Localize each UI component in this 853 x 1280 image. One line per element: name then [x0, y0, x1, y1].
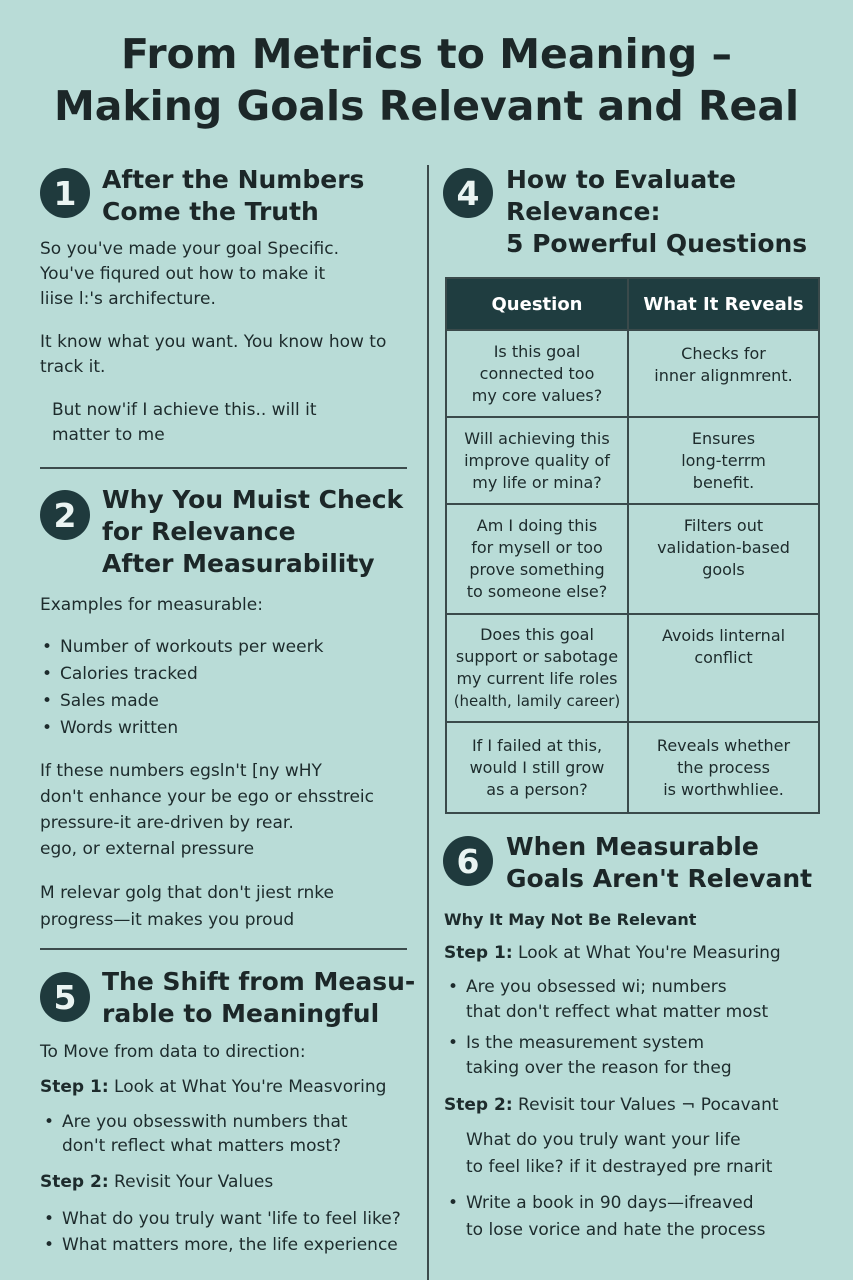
section-6-step-1	[444, 941, 781, 965]
section-6-title	[506, 831, 812, 895]
step-text: Revisit tour Values ¬ Pocavant	[512, 1095, 779, 1115]
section-5-step-1-bullets	[42, 1110, 348, 1158]
section-1-paragraph-1	[40, 237, 339, 312]
list-item	[446, 975, 768, 1025]
cell-line: is worthwhliee.	[663, 779, 784, 799]
section-5-title-line-2: rable to Meaningful	[102, 999, 380, 1028]
cell-line: my core values?	[471, 385, 603, 405]
title-line-2: Making Goals Relevant and Real	[53, 82, 800, 130]
text-line: progress—it makes you proud	[40, 910, 295, 930]
text-line: to feel like? if it destrayed pre rnarit	[466, 1157, 773, 1177]
cell-line: Will achieving this	[464, 428, 610, 448]
text-line: You've fiqured out how to make it	[40, 264, 326, 284]
cell-line: long-terrm	[681, 450, 766, 470]
section-6-step-2	[444, 1093, 779, 1117]
list-item: • What matters more, the life experience	[42, 1232, 401, 1258]
section-5-step-2-bullets	[42, 1206, 401, 1258]
cell-line: improve quality of	[464, 450, 610, 470]
text-line: If these numbers egsln't [ny wHY	[40, 761, 322, 781]
section-6-subheading: Why It May Not Be Relevant	[444, 910, 697, 929]
section-6-paragraph	[466, 1127, 772, 1181]
text-line: • Is the measurement system	[466, 1033, 705, 1053]
table-row	[446, 417, 819, 504]
cell-line: Is this goal	[493, 341, 581, 361]
reveals-cell	[628, 330, 819, 417]
text-line: liise l:'s archifecture.	[40, 289, 216, 309]
section-2-title	[102, 484, 403, 580]
cell-line: the process	[677, 757, 770, 777]
section-2-paragraph-1	[40, 758, 374, 862]
reveals-cell	[628, 417, 819, 504]
text-line: ego, or external pressure	[40, 839, 255, 859]
section-5-step-1	[40, 1075, 386, 1099]
relevance-questions-table	[445, 277, 820, 814]
section-1-paragraph-3	[52, 398, 317, 448]
list-item	[446, 1190, 765, 1244]
step-text: Look at What You're Measvoring	[108, 1077, 387, 1097]
list-item: • Words written	[40, 715, 323, 742]
section-2-title-line-2: for Relevance	[102, 517, 296, 546]
table-header-row	[446, 278, 819, 330]
text-line: • Are you obsessed wi; numbers	[466, 977, 727, 997]
cell-line: would I still grow	[469, 757, 605, 777]
examples-list	[40, 634, 323, 742]
cell-line: validation-based	[657, 538, 790, 557]
table-row	[446, 330, 819, 417]
text-line: don't enhance your be ego or ehsstreic	[40, 787, 375, 807]
cell-line: Ensures	[691, 428, 756, 448]
step-label: Step 2:	[444, 1095, 513, 1115]
cell-line: Reveals whether	[656, 735, 791, 755]
page-title	[0, 28, 853, 132]
text-line: matter to me	[52, 425, 165, 445]
header-what-it-reveals: What It Reveals	[628, 278, 819, 330]
cell-line: connected too	[479, 363, 595, 383]
cell-line: inner alignmrent.	[654, 366, 793, 385]
text-line: • Are you obsesswith numbers that	[62, 1112, 348, 1132]
section-6-title-line-1: When Measurable	[506, 832, 759, 861]
section-5-step-2	[40, 1170, 273, 1194]
section-6-title-line-2: Goals Aren't Relevant	[506, 864, 813, 893]
cell-line: benefit.	[692, 472, 755, 492]
examples-label: Examples for measurable:	[40, 595, 263, 615]
cell-line: support or sabotage	[455, 647, 619, 666]
text-line: that don't reffect what matter most	[466, 1002, 769, 1022]
reveals-cell	[628, 722, 819, 813]
list-item	[42, 1110, 348, 1158]
reveals-cell	[628, 504, 819, 614]
list-item: • Number of workouts per weerk	[40, 634, 323, 661]
text-line: M relevar golg that don't jiest rnke	[40, 883, 334, 903]
table-row	[446, 614, 819, 722]
text-line: don't reflect what matters most?	[62, 1136, 342, 1156]
step-label: Step 2:	[40, 1172, 109, 1192]
text-line: What do you truly want your life	[466, 1130, 741, 1150]
step-label: Step 1:	[40, 1077, 109, 1097]
section-2-title-line-1: Why You Muist Check	[102, 485, 404, 514]
section-1-paragraph-2	[40, 330, 386, 380]
text-line: • Write a book in 90 days—ifreaved	[466, 1193, 754, 1213]
section-5-title	[102, 966, 415, 1030]
section-4-title-line-2: Relevance:	[506, 197, 661, 226]
text-line: track it.	[40, 357, 106, 377]
cell-line: for mysell or too	[471, 538, 603, 557]
step-label: Step 1:	[444, 943, 513, 963]
list-item	[446, 1031, 768, 1081]
column-divider	[427, 165, 429, 1280]
list-item: • Sales made	[40, 688, 323, 715]
cell-line: Avoids linternal	[661, 626, 786, 645]
section-1-number-badge: 1	[40, 168, 90, 218]
cell-line: conflict	[694, 648, 753, 667]
cell-line: my life or mina?	[472, 472, 602, 492]
cell-line: Filters out	[683, 516, 764, 535]
cell-line: gools	[702, 560, 745, 579]
section-6-step-2-bullets	[446, 1190, 765, 1244]
section-2-paragraph-2	[40, 880, 334, 934]
text-line: But now'if I achieve this.. will it	[52, 400, 317, 420]
question-cell	[446, 330, 628, 417]
section-4-title-line-1: How to Evaluate	[506, 165, 737, 194]
cell-line: Does this goal	[480, 625, 594, 644]
text-line: So you've made your goal Specific.	[40, 239, 339, 259]
section-6-number-badge: 6	[443, 836, 493, 886]
list-item: • What do you truly want 'life to feel like?	[42, 1206, 401, 1232]
table-row	[446, 722, 819, 813]
question-cell	[446, 417, 628, 504]
section-1-title-line-2: Come the Truth	[102, 197, 319, 226]
cell-line: to someone else?	[466, 582, 608, 601]
question-cell	[446, 722, 628, 813]
cell-line: prove something	[469, 560, 605, 579]
section-4-title-line-3: 5 Powerful Questions	[506, 229, 808, 258]
cell-line: Am I doing this	[476, 516, 598, 535]
section-4-number-badge: 4	[443, 168, 493, 218]
cell-line: as a person?	[486, 779, 588, 799]
cell-line: Checks for	[681, 344, 766, 363]
text-line: taking over the reason for theg	[466, 1058, 732, 1078]
section-2-number-badge: 2	[40, 490, 90, 540]
section-5-title-line-1: The Shift from Measu-	[102, 967, 416, 996]
question-cell	[446, 504, 628, 614]
text-line: It know what you want. You know how to	[40, 332, 387, 352]
section-5-intro: To Move from data to direction:	[40, 1042, 306, 1062]
cell-line: (health, lamily career)	[453, 692, 621, 710]
step-text: Revisit Your Values	[108, 1172, 274, 1192]
cell-line: If I failed at this,	[471, 735, 603, 755]
step-text: Look at What You're Measuring	[512, 943, 781, 963]
list-item: • Calories tracked	[40, 661, 323, 688]
section-1-title	[102, 164, 364, 228]
section-2-title-line-3: After Measurability	[102, 549, 375, 578]
text-line: pressure-it are-driven by rear.	[40, 813, 294, 833]
reveals-cell	[628, 614, 819, 722]
section-5-number-badge: 5	[40, 972, 90, 1022]
question-cell	[446, 614, 628, 722]
title-line-1: From Metrics to Meaning –	[120, 30, 733, 78]
section-6-step-1-bullets	[446, 975, 768, 1081]
cell-line: my current life roles	[456, 669, 618, 688]
divider	[40, 948, 407, 950]
section-1-title-line-1: After the Numbers	[102, 165, 365, 194]
divider	[40, 467, 407, 469]
text-line: to lose vorice and hate the process	[466, 1220, 766, 1240]
header-question: Question	[446, 278, 628, 330]
section-4-title	[506, 164, 807, 260]
table-row	[446, 504, 819, 614]
